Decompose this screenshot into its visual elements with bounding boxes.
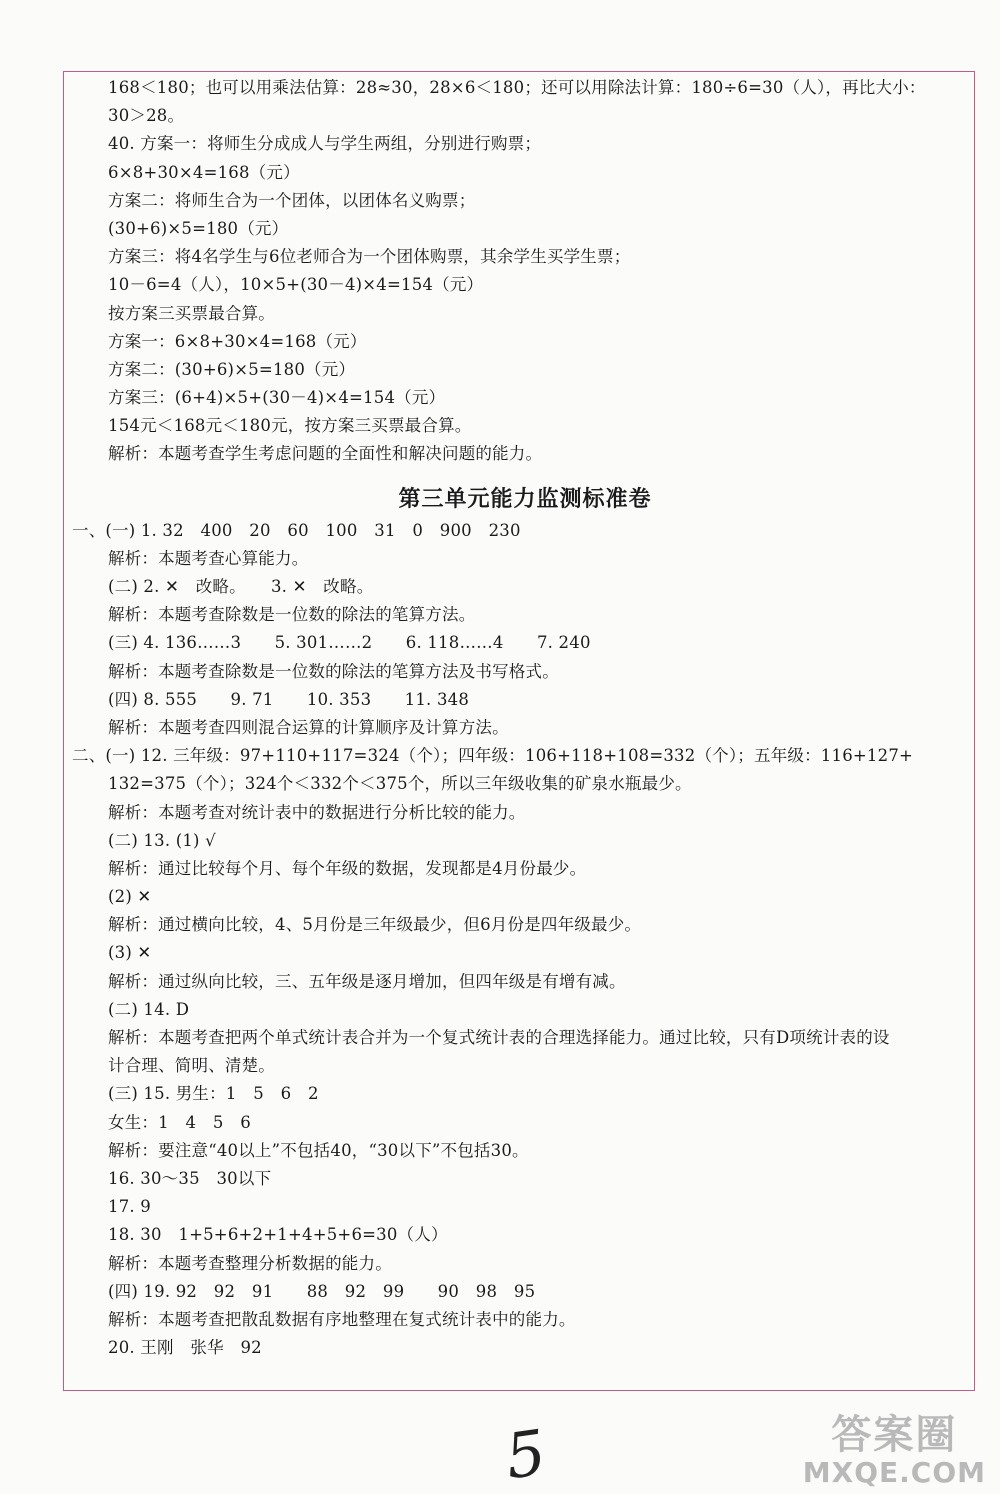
text-line: 解析：本题考查学生考虑问题的全面性和解决问题的能力。 <box>108 444 543 464</box>
text-line: (四) 8. 555 9. 71 10. 353 11. 348 <box>108 689 470 709</box>
text-line: 40. 方案一：将师生分成成人与学生两组，分别进行购票； <box>108 134 542 154</box>
watermark-url: MXQE.COM <box>802 1456 986 1489</box>
text-line: (三) 4. 136……3 5. 301……2 6. 118……4 7. 240 <box>108 633 591 653</box>
text-line: (30+6)×5=180（元） <box>108 218 289 238</box>
text-line: (3) ✕ <box>108 943 152 963</box>
text-line: 方案二：(30+6)×5=180（元） <box>108 359 356 379</box>
text-line: 女生：1 4 5 6 <box>108 1112 251 1132</box>
text-line: 16. 30～35 30以下 <box>108 1168 272 1188</box>
text-line: 132=375（个）；324个＜332个＜375个，所以三年级收集的矿泉水瓶最少。 <box>108 774 692 794</box>
text-line: 解析：本题考查四则混合运算的计算顺序及计算方法。 <box>108 717 509 737</box>
text-line: (四) 19. 92 92 91 88 92 99 90 98 95 <box>108 1281 536 1301</box>
site-watermark <box>803 1412 986 1488</box>
text-line: 计合理、简明、清楚。 <box>108 1056 275 1076</box>
text-line: 方案三：将4名学生与6位老师合为一个团体购票，其余学生买学生票； <box>108 247 631 267</box>
text-line: 10－6=4（人），10×5+(30－4)×4=154（元） <box>108 275 484 295</box>
watermark-logo-text: 答案圈 <box>831 1412 958 1458</box>
text-line: 18. 30 1+5+6+2+1+4+5+6=30（人） <box>108 1225 448 1245</box>
section-title: 第三单元能力监测标准卷 <box>398 485 652 512</box>
text-line: 168＜180；也可以用乘法估算：28≈30，28×6＜180；还可以用除法计算：180÷6=30（人），再比大小： <box>108 78 926 97</box>
text-line: 解析：通过纵向比较，三、五年级是逐月增加，但四年级是有增有减。 <box>108 971 626 991</box>
text-line: (二) 14. D <box>108 999 190 1019</box>
text-line: 30＞28。 <box>108 106 185 126</box>
text-line: 方案二：将师生合为一个团体，以团体名义购票； <box>108 190 476 210</box>
text-line: 解析：本题考查心算能力。 <box>108 548 309 568</box>
text-line: 方案三：(6+4)×5+(30－4)×4=154（元） <box>108 388 446 408</box>
text-line: 解析：本题考查整理分析数据的能力。 <box>108 1253 392 1273</box>
text-line: (二) 13. (1) √ <box>108 830 216 850</box>
text-line: 解析：本题考查除数是一位数的除法的笔算方法。 <box>108 605 476 625</box>
answer-text <box>0 74 1000 1362</box>
text-line: 解析：本题考查把两个单式统计表合并为一个复式统计表的合理选择能力。通过比较，只有D项统计表的设 <box>108 1028 890 1047</box>
text-line: 17. 9 <box>108 1197 151 1217</box>
text-line: (2) ✕ <box>108 887 152 907</box>
text-line: 按方案三买票最合算。 <box>108 303 275 323</box>
text-line: (三) 15. 男生：1 5 6 2 <box>108 1084 319 1104</box>
text-line: 6×8+30×4=168（元） <box>108 162 300 182</box>
text-line: 解析：本题考查把散乱数据有序地整理在复式统计表中的能力。 <box>108 1309 576 1329</box>
text-line: 一、(一) 1. 32 400 20 60 100 31 0 900 230 <box>72 520 521 540</box>
text-line: 解析：要注意“40以上”不包括40，“30以下”不包括30。 <box>108 1140 529 1160</box>
text-line: 解析：通过横向比较，4、5月份是三年级最少，但6月份是四年级最少。 <box>108 915 642 935</box>
text-line: 解析：本题考查除数是一位数的除法的笔算方法及书写格式。 <box>108 661 559 681</box>
text-line: 解析：通过比较每个月、每个年级的数据，发现都是4月份最少。 <box>108 858 587 878</box>
handwritten-page-number: 5 <box>501 1415 551 1494</box>
text-line: 方案一：6×8+30×4=168（元） <box>108 331 367 351</box>
text-line: 154元＜168元＜180元，按方案三买票最合算。 <box>108 416 472 436</box>
text-line: 解析：本题考查对统计表中的数据进行分析比较的能力。 <box>108 802 526 822</box>
text-line: (二) 2. ✕ 改略。 3. ✕ 改略。 <box>108 577 374 596</box>
text-line: 二、(一) 12. 三年级：97+110+117=324（个）；四年级：106+118+108=332（个）；五年级：116+127+ <box>72 746 914 766</box>
text-line: 20. 王刚 张华 92 <box>108 1338 262 1358</box>
